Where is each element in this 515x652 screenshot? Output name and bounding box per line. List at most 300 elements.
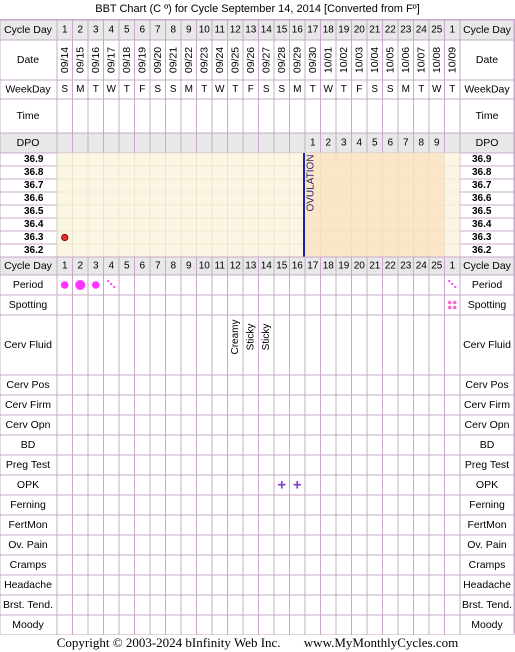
time-cell <box>259 99 275 133</box>
opk-cell <box>429 475 445 495</box>
ferning-cell <box>274 495 290 515</box>
time-cell <box>274 99 290 133</box>
footer <box>0 635 515 651</box>
headache-cell <box>367 575 383 595</box>
cerv-opn-cell <box>414 415 430 435</box>
cerv-fluid-cell <box>197 315 213 375</box>
weekday-value: T <box>449 84 456 95</box>
fertmon-cell <box>228 515 244 535</box>
dpo-label: DPO <box>16 137 40 149</box>
bd-cell <box>181 435 197 455</box>
cycle_day-value: 19 <box>338 24 350 36</box>
dpo-value: 3 <box>340 137 347 149</box>
opk-cell <box>88 475 104 495</box>
cerv-pos-cell <box>166 375 182 395</box>
period-cell <box>352 275 368 295</box>
date-value: 09/25 <box>229 46 242 74</box>
date-value: 09/16 <box>89 46 102 74</box>
opk-cell <box>445 475 461 495</box>
cycle_day-label-right: Cycle Day <box>463 260 511 272</box>
weekday-value: F <box>356 84 363 95</box>
cycle_day-value: 25 <box>431 24 443 36</box>
brst-tend-cell <box>290 595 306 615</box>
cycle_day-label: Cycle Day <box>4 260 52 272</box>
date-value: 09/22 <box>182 46 195 74</box>
moody-cell <box>305 615 321 635</box>
fertmon-cell <box>290 515 306 535</box>
moody-cell <box>336 615 352 635</box>
moody-cell <box>73 615 89 635</box>
cerv-opn-cell <box>305 415 321 435</box>
weekday-value: S <box>262 84 270 95</box>
preg-test-cell <box>73 455 89 475</box>
opk-cell <box>150 475 166 495</box>
headache-cell <box>135 575 151 595</box>
moody-cell <box>57 615 73 635</box>
time-cell <box>243 99 259 133</box>
ov-pain-label-right: Ov. Pain <box>467 539 507 551</box>
cerv-pos-cell <box>181 375 197 395</box>
brst-tend-cell <box>135 595 151 615</box>
cerv-pos-cell <box>305 375 321 395</box>
ferning-cell <box>73 495 89 515</box>
period-cell <box>367 275 383 295</box>
period-cell <box>150 275 166 295</box>
cerv-fluid-value: Creamy <box>229 319 241 355</box>
dpo-label-right: DPO <box>475 137 499 149</box>
moody-cell <box>367 615 383 635</box>
time-cell <box>305 99 321 133</box>
brst-tend-cell <box>88 595 104 615</box>
fertmon-label: FertMon <box>8 519 48 531</box>
cerv-fluid-cell <box>166 315 182 375</box>
cerv-opn-cell <box>212 415 228 435</box>
preg-test-cell <box>429 455 445 475</box>
preg-test-cell <box>197 455 213 475</box>
headache-cell <box>57 575 73 595</box>
ov-pain-cell <box>181 535 197 555</box>
ov-pain-cell <box>398 535 414 555</box>
moody-cell <box>212 615 228 635</box>
time-cell <box>429 99 445 133</box>
temp-label-right: 36.3 <box>472 232 492 243</box>
ferning-cell <box>243 495 259 515</box>
bd-cell <box>429 435 445 455</box>
cerv-fluid-cell <box>290 315 306 375</box>
site-link[interactable]: www.MyMonthlyCycles.com <box>303 635 459 650</box>
cerv-opn-cell <box>88 415 104 435</box>
brst-tend-cell <box>429 595 445 615</box>
cycle_day-value: 20 <box>353 24 365 36</box>
cramps-cell <box>352 555 368 575</box>
fertmon-cell <box>181 515 197 535</box>
temp-label-right: 36.7 <box>472 180 492 191</box>
cerv-pos-cell <box>352 375 368 395</box>
dpo-value: 6 <box>387 137 394 149</box>
cycle_day-value: 6 <box>139 24 146 36</box>
weekday-value: W <box>215 84 225 95</box>
bd-cell <box>228 435 244 455</box>
cerv-firm-cell <box>445 395 461 415</box>
cycle_day-value: 2 <box>77 24 84 36</box>
spotting-cell <box>352 295 368 315</box>
cerv-opn-cell <box>73 415 89 435</box>
ov-pain-cell <box>57 535 73 555</box>
cerv-pos-label: Cerv Pos <box>6 379 50 391</box>
cerv-firm-cell <box>181 395 197 415</box>
ov-pain-cell <box>429 535 445 555</box>
cycle_day-value: 13 <box>245 24 257 36</box>
preg-test-cell <box>212 455 228 475</box>
fertmon-cell <box>336 515 352 535</box>
preg-test-cell <box>336 455 352 475</box>
ferning-cell <box>383 495 399 515</box>
dpo-cell <box>135 133 151 153</box>
brst-tend-cell <box>73 595 89 615</box>
weekday-value: T <box>309 84 316 95</box>
date-value: 09/15 <box>74 46 87 74</box>
preg-test-cell <box>414 455 430 475</box>
time-cell <box>228 99 244 133</box>
cramps-cell <box>228 555 244 575</box>
date-value: 09/27 <box>260 46 273 74</box>
bd-cell <box>73 435 89 455</box>
weekday-value: S <box>371 84 379 95</box>
cramps-label-right: Cramps <box>468 559 506 571</box>
dpo-cell <box>57 133 73 153</box>
period-cell <box>166 275 182 295</box>
cerv-fluid-cell <box>336 315 352 375</box>
period-mark <box>92 281 100 289</box>
time-cell <box>352 99 368 133</box>
cerv-firm-cell <box>212 395 228 415</box>
preg-test-cell <box>181 455 197 475</box>
cycle_day-value: 16 <box>291 24 303 36</box>
period-mark <box>75 280 85 290</box>
weekday-value: M <box>184 84 193 95</box>
temp-label: 36.3 <box>24 232 44 243</box>
cramps-cell <box>305 555 321 575</box>
spotting-cell <box>88 295 104 315</box>
cycle_day-value: 22 <box>384 24 396 36</box>
copyright-text: Copyright © 2003-2024 bInfinity Web Inc. <box>56 635 281 650</box>
date-value: 09/17 <box>105 46 118 74</box>
cerv-pos-cell <box>336 375 352 395</box>
cerv-firm-cell <box>352 395 368 415</box>
cerv-opn-cell <box>181 415 197 435</box>
cerv-fluid-cell <box>73 315 89 375</box>
bd-cell <box>367 435 383 455</box>
spotting-mark <box>448 301 452 305</box>
dpo-cell <box>119 133 135 153</box>
cerv-pos-cell <box>228 375 244 395</box>
cycle_day-value: 10 <box>198 24 210 36</box>
headache-cell <box>166 575 182 595</box>
opk-label-right: OPK <box>475 479 499 491</box>
ov-pain-cell <box>166 535 182 555</box>
cramps-cell <box>336 555 352 575</box>
moody-cell <box>228 615 244 635</box>
fertmon-cell <box>274 515 290 535</box>
spotting-cell <box>398 295 414 315</box>
date-value: 10/05 <box>384 46 397 74</box>
opk-cell <box>57 475 73 495</box>
time-cell <box>57 99 73 133</box>
spotting-cell <box>445 295 461 315</box>
cramps-cell <box>274 555 290 575</box>
dpo-cell <box>212 133 228 153</box>
cycle_day-value: 14 <box>260 260 272 272</box>
cerv-pos-label-right: Cerv Pos <box>465 379 509 391</box>
cycle_day-value: 3 <box>92 24 99 36</box>
cycle_day-value: 16 <box>291 260 303 272</box>
cerv-opn-cell <box>274 415 290 435</box>
headache-cell <box>305 575 321 595</box>
weekday-value: W <box>106 84 116 95</box>
moody-cell <box>429 615 445 635</box>
brst-tend-cell <box>181 595 197 615</box>
cycle_day-value: 9 <box>185 260 192 272</box>
bd-cell <box>135 435 151 455</box>
cerv-pos-cell <box>383 375 399 395</box>
period-cell <box>274 275 290 295</box>
brst-tend-label-right: Brst. Tend. <box>462 599 512 611</box>
cerv-pos-cell <box>73 375 89 395</box>
weekday-value: T <box>340 84 347 95</box>
cycle_day-value: 7 <box>154 260 161 272</box>
fertmon-cell <box>352 515 368 535</box>
period-cell <box>321 275 337 295</box>
date-value: 10/09 <box>446 46 459 74</box>
fertmon-cell <box>119 515 135 535</box>
time-cell <box>367 99 383 133</box>
bd-cell <box>57 435 73 455</box>
cycle_day-value: 1 <box>449 260 456 272</box>
spotting-cell <box>383 295 399 315</box>
weekday-value: T <box>123 84 130 95</box>
dpo-cell <box>290 133 306 153</box>
cerv-pos-cell <box>212 375 228 395</box>
cycle_day-value: 22 <box>384 260 396 272</box>
cerv-opn-cell <box>150 415 166 435</box>
moody-cell <box>150 615 166 635</box>
ov-pain-cell <box>367 535 383 555</box>
ov-pain-cell <box>383 535 399 555</box>
opk-cell <box>321 475 337 495</box>
time-cell <box>119 99 135 133</box>
brst-tend-cell <box>119 595 135 615</box>
dpo-cell <box>243 133 259 153</box>
bd-cell <box>88 435 104 455</box>
ovulation-label: OVULATION <box>305 154 317 212</box>
date-value: 09/21 <box>167 46 180 74</box>
cerv-firm-cell <box>73 395 89 415</box>
cycle_day-value: 13 <box>245 260 257 272</box>
moody-cell <box>414 615 430 635</box>
fertmon-cell <box>305 515 321 535</box>
dpo-cell <box>73 133 89 153</box>
brst-tend-cell <box>414 595 430 615</box>
ferning-cell <box>104 495 120 515</box>
opk-mark: + <box>292 476 302 494</box>
opk-cell <box>104 475 120 495</box>
bd-cell <box>166 435 182 455</box>
weekday-value: M <box>293 84 302 95</box>
brst-tend-cell <box>259 595 275 615</box>
cycle_day-value: 15 <box>276 260 288 272</box>
bd-label-right: BD <box>479 439 495 451</box>
ov-pain-cell <box>88 535 104 555</box>
opk-cell <box>352 475 368 495</box>
time-cell <box>181 99 197 133</box>
period-cell <box>259 275 275 295</box>
cramps-cell <box>321 555 337 575</box>
date-value: 09/29 <box>291 46 304 74</box>
preg-test-cell <box>305 455 321 475</box>
time-cell <box>166 99 182 133</box>
opk-cell <box>135 475 151 495</box>
fertmon-cell <box>150 515 166 535</box>
ferning-cell <box>290 495 306 515</box>
cerv-fluid-value: Sticky <box>245 323 257 351</box>
period-spotting-mark <box>448 280 450 282</box>
spotting-cell <box>274 295 290 315</box>
cerv-fluid-cell <box>383 315 399 375</box>
period-label: Period <box>12 279 44 291</box>
fertmon-cell <box>383 515 399 535</box>
cerv-fluid-cell <box>352 315 368 375</box>
fertmon-cell <box>57 515 73 535</box>
date-label: Date <box>16 54 40 66</box>
cerv-firm-cell <box>119 395 135 415</box>
dpo-cell <box>104 133 120 153</box>
ferning-cell <box>305 495 321 515</box>
weekday-value: T <box>92 84 99 95</box>
ferning-label-right: Ferning <box>469 499 505 511</box>
weekday-value: F <box>247 84 254 95</box>
cerv-pos-cell <box>445 375 461 395</box>
opk-cell <box>73 475 89 495</box>
spotting-cell <box>181 295 197 315</box>
cycle_day-value: 12 <box>229 24 241 36</box>
moody-cell <box>197 615 213 635</box>
headache-cell <box>228 575 244 595</box>
headache-cell <box>336 575 352 595</box>
cerv-fluid-label: Cerv Fluid <box>4 339 52 351</box>
ferning-cell <box>119 495 135 515</box>
cramps-cell <box>57 555 73 575</box>
cerv-fluid-cell <box>274 315 290 375</box>
temperature-point <box>62 234 68 240</box>
temp-label: 36.2 <box>24 245 44 256</box>
dpo-cell <box>259 133 275 153</box>
headache-cell <box>104 575 120 595</box>
brst-tend-cell <box>383 595 399 615</box>
bd-cell <box>212 435 228 455</box>
fertmon-cell <box>259 515 275 535</box>
time-cell <box>321 99 337 133</box>
ov-pain-cell <box>274 535 290 555</box>
ov-pain-cell <box>290 535 306 555</box>
cramps-cell <box>398 555 414 575</box>
preg-test-cell <box>135 455 151 475</box>
ferning-cell <box>259 495 275 515</box>
spotting-cell <box>414 295 430 315</box>
cycle_day-value: 17 <box>307 260 319 272</box>
spotting-label: Spotting <box>8 299 48 311</box>
cerv-pos-cell <box>398 375 414 395</box>
dpo-cell <box>197 133 213 153</box>
cerv-pos-cell <box>414 375 430 395</box>
cerv-fluid-cell <box>445 315 461 375</box>
cramps-cell <box>383 555 399 575</box>
period-cell <box>243 275 259 295</box>
cycle_day-value: 21 <box>369 24 381 36</box>
cerv-firm-cell <box>367 395 383 415</box>
fertmon-cell <box>88 515 104 535</box>
fertmon-cell <box>166 515 182 535</box>
cerv-firm-cell <box>383 395 399 415</box>
opk-cell <box>305 475 321 495</box>
dpo-value: 9 <box>433 137 440 149</box>
brst-tend-cell <box>398 595 414 615</box>
ov-pain-cell <box>135 535 151 555</box>
ov-pain-cell <box>321 535 337 555</box>
dpo-cell <box>88 133 104 153</box>
cerv-firm-cell <box>414 395 430 415</box>
cycle_day-value: 24 <box>415 24 427 36</box>
time-cell <box>336 99 352 133</box>
preg-test-cell <box>290 455 306 475</box>
temp-label-right: 36.9 <box>472 154 492 165</box>
temp-label: 36.9 <box>24 154 44 165</box>
weekday-value: S <box>169 84 177 95</box>
ferning-cell <box>367 495 383 515</box>
spotting-cell <box>243 295 259 315</box>
cerv-firm-cell <box>57 395 73 415</box>
opk-cell <box>383 475 399 495</box>
headache-cell <box>274 575 290 595</box>
opk-cell <box>259 475 275 495</box>
bd-cell <box>104 435 120 455</box>
cerv-fluid-cell <box>181 315 197 375</box>
time-cell <box>212 99 228 133</box>
preg-test-cell <box>119 455 135 475</box>
spotting-cell <box>259 295 275 315</box>
fertmon-cell <box>73 515 89 535</box>
cerv-opn-cell <box>352 415 368 435</box>
bd-cell <box>119 435 135 455</box>
opk-cell <box>197 475 213 495</box>
moody-label-right: Moody <box>471 619 503 631</box>
opk-cell <box>243 475 259 495</box>
brst-tend-cell <box>274 595 290 615</box>
ferning-cell <box>414 495 430 515</box>
brst-tend-cell <box>243 595 259 615</box>
fertmon-cell <box>429 515 445 535</box>
date-value: 10/04 <box>368 46 381 74</box>
opk-cell <box>212 475 228 495</box>
dpo-cell <box>166 133 182 153</box>
ov-pain-label: Ov. Pain <box>8 539 48 551</box>
preg-test-cell <box>274 455 290 475</box>
preg-test-cell <box>104 455 120 475</box>
cramps-cell <box>445 555 461 575</box>
time-label: Time <box>16 110 40 122</box>
cycle_day-value: 14 <box>260 24 272 36</box>
cerv-fluid-cell <box>88 315 104 375</box>
weekday-value: T <box>201 84 208 95</box>
